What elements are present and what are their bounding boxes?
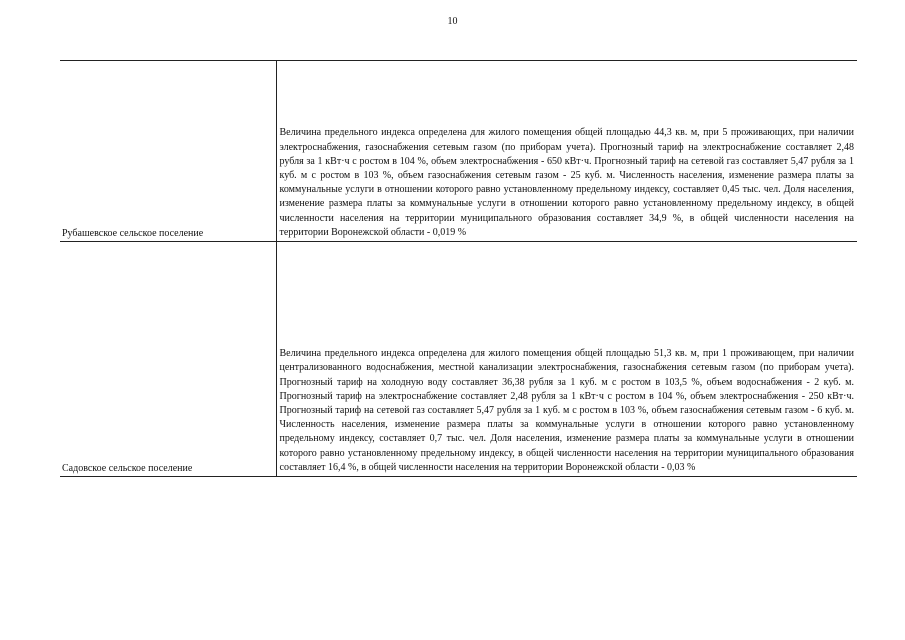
page-number: 10 bbox=[447, 16, 458, 27]
settlement-cell bbox=[60, 61, 276, 242]
settlement-description: Величина предельного индекса определена для жилого помещения общей площадью 44,3 кв. м, при 5 проживающих, при наличии электроснабжения, газоснабжения сетевым газом (по приборам учета). Прогнозный тариф на электроснабжение составляет 2,48 рубля за 1 кВт·ч с ростом в 104 %, объем электроснабжения - 650 кВт·ч. Прогнозный тариф на сетевой газ составляет 5,47 рубля за 1 куб. м с ростом в 103 %, объем газоснабжения сетевым газом - 25 куб. м. Численность населения, изменение размера платы за коммунальные услуги в отношении которого равно установленному предельному индексу, составляет 0,45 тыс. чел. Доля населения, изменение размера платы за коммунальные услуги в отношении которого равно установленному предельному индексу, в общей численности населения на территории муниципального образования составляет 34,9 %, в общей численности населения на территории Воронежской области - 0,019 % bbox=[279, 127, 854, 238]
settlement-cell bbox=[60, 242, 276, 477]
settlement-description: Величина предельного индекса определена для жилого помещения общей площадью 51,3 кв. м, при 1 проживающем, при наличии централизованного водоснабжения, местной канализации электроснабжения, газоснабжения сетевым газом (по приборам учета). Прогнозный тариф на холодную воду составляет 36,38 рубля за 1 куб. м с ростом в 103,5 %, объем водоснабжения - 2 куб. м. Прогнозный тариф на электроснабжение составляет 2,48 рубля за 1 кВт·ч с ростом в 104 %, объем электроснабжения - 250 кВт·ч. Прогнозный тариф на сетевой газ составляет 5,47 рубля за 1 куб. м с ростом в 103 %, объем газоснабжения сетевым газом - 6 куб. м. Численность населения, изменение размера платы за коммунальные услуги в отношении которого равно установленному предельному индексу, составляет 0,7 тыс. чел. Доля населения, изменение размера платы за коммунальные услуги в отношении которого равно установленному предельному индексу, в общей численности населения на территории муниципального образования составляет 16,4 %, в общей численности населения на территории Воронежской области - 0,03 % bbox=[279, 348, 854, 473]
table-row bbox=[60, 61, 857, 242]
settlement-name: Рубашевское сельское поселение bbox=[62, 228, 204, 239]
description-cell bbox=[276, 61, 857, 242]
settlement-name: Садовское сельское поселение bbox=[62, 463, 193, 474]
table-row bbox=[60, 242, 857, 477]
settlements-table bbox=[60, 58, 857, 477]
description-cell bbox=[276, 242, 857, 477]
